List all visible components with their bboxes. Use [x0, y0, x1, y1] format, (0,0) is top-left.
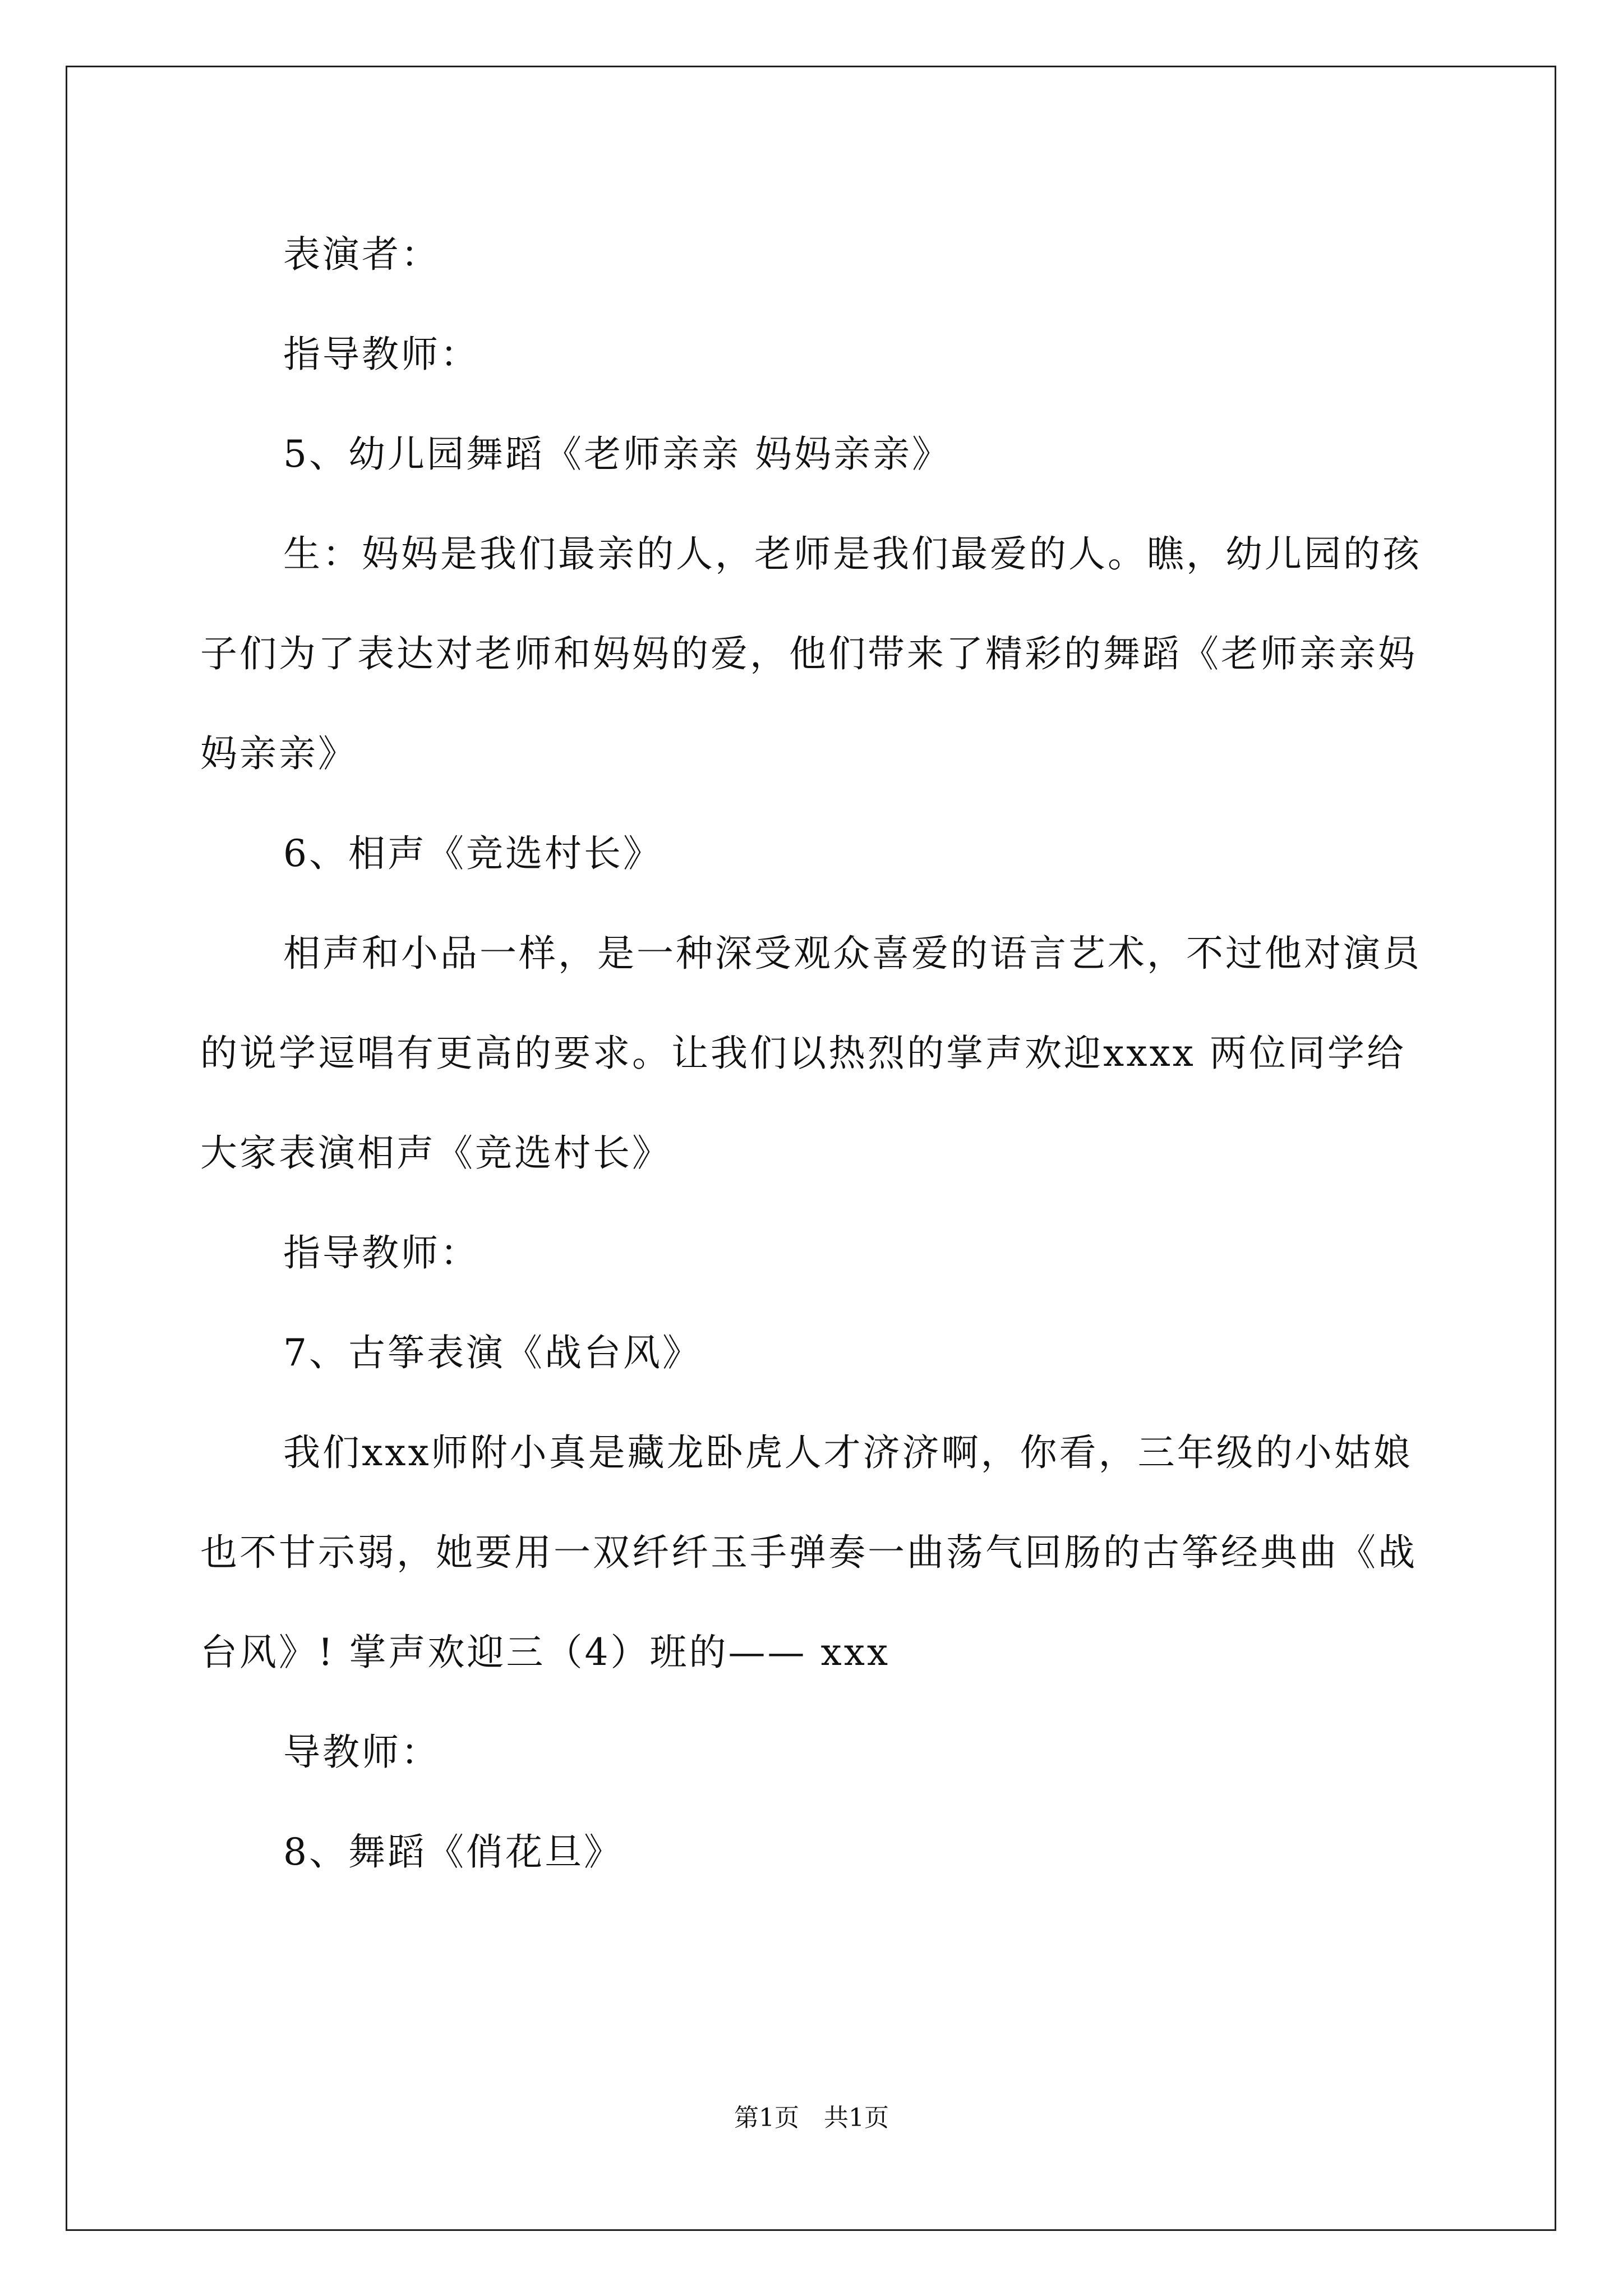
- paragraph-item-5-title: 5、幼儿园舞蹈《老师亲亲 妈妈亲亲》: [283, 432, 951, 476]
- paragraph-item-7-instructor: 导教师：: [283, 1731, 440, 1774]
- paragraph-instructor: 指导教师：: [283, 333, 479, 376]
- paragraph-item-7-intro: 我们xxx师附小真是藏龙卧虎人才济济啊，你看，三年级的小姑娘也不甘示弱，她要用一双纤纤玉手弹奏一曲荡气回肠的古筝经典曲《战台风》! 掌声欢迎三（4）班的—— xxx: [200, 1431, 1417, 1674]
- paragraph-item-6-title: 6、相声《竞选村长》: [283, 832, 662, 875]
- paragraph-item-8-title: 8、舞蹈《俏花旦》: [283, 1830, 623, 1874]
- paragraph-item-5-intro: 生：妈妈是我们最亲的人，老师是我们最爱的人。瞧，幼儿园的孩子们为了表达对老师和妈妈的爱，他们带来了精彩的舞蹈《老师亲亲妈妈亲亲》: [200, 532, 1422, 775]
- paragraph-item-6-intro: 相声和小品一样，是一种深受观众喜爱的语言艺术，不过他对演员的说学逗唱有更高的要求。让我们以热烈的掌声欢迎xxxx 两位同学给大家表演相声《竞选村长》: [200, 932, 1422, 1175]
- document-body: [200, 205, 1423, 1902]
- paragraph-performer: 表演者：: [283, 233, 440, 276]
- paragraph-item-7-title: 7、古筝表演《战台风》: [283, 1331, 702, 1374]
- paragraph-item-6-instructor: 指导教师：: [283, 1231, 479, 1274]
- page-footer: 第1页 共1页: [734, 2104, 889, 2132]
